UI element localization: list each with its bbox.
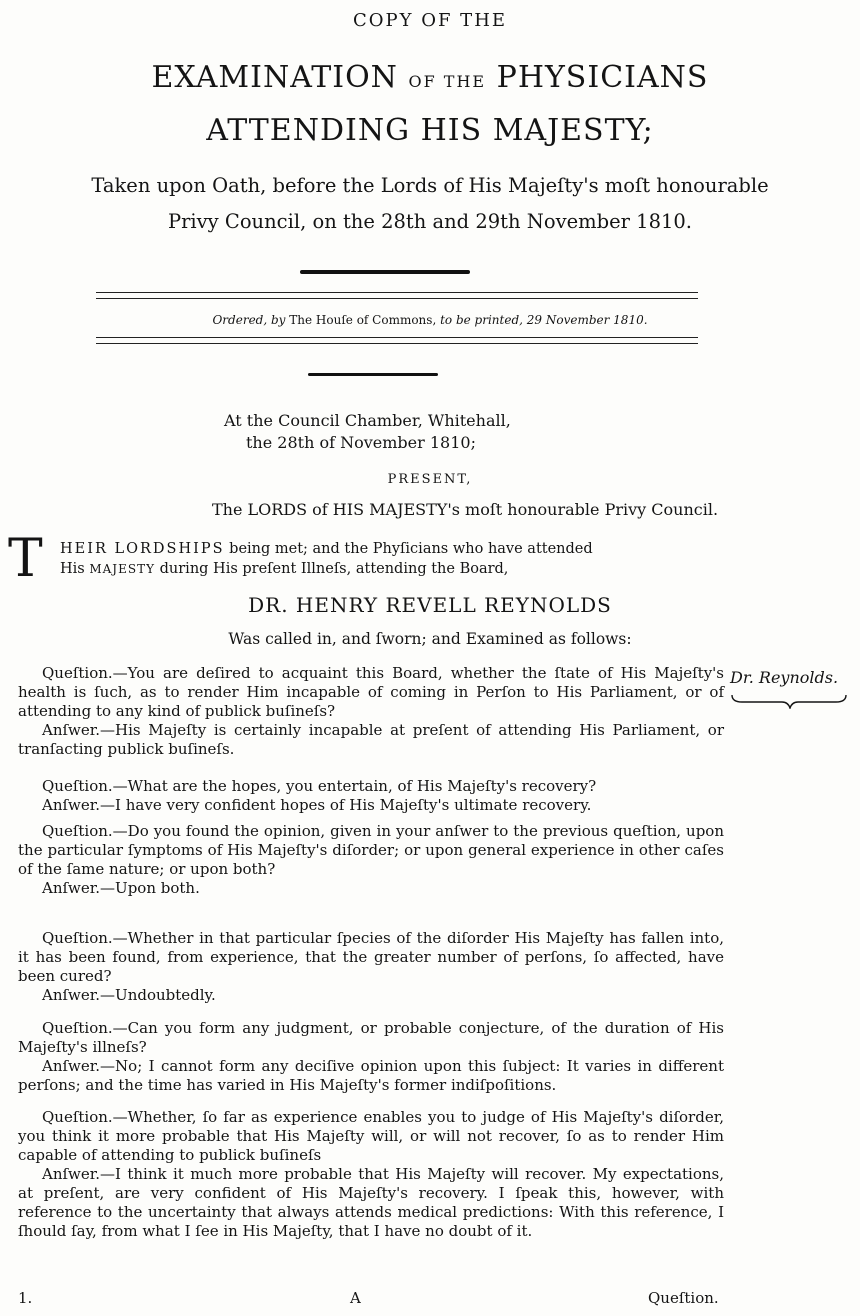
- intro-line-1: [60, 539, 720, 559]
- drop-cap-letter: T: [8, 529, 43, 589]
- present-heading: PRESENT,: [387, 472, 473, 487]
- answer-3: Anſwer.—Upon both.: [42, 879, 200, 897]
- lords-line: The LORDS of HIS MAJESTY's moſt honourable Privy Council.: [211, 500, 719, 519]
- title-line-1: [0, 60, 860, 95]
- qa-block-5: [18, 1019, 724, 1095]
- printed-date: to be printed, 29 November 1810.: [440, 313, 648, 327]
- ornamental-rule-bottom: [308, 373, 438, 376]
- double-rule-lower: [96, 337, 698, 344]
- margin-note: Dr. Reynolds.: [730, 668, 839, 687]
- title-examination: EXAMINATION: [151, 60, 398, 95]
- their-lordships: HEIR LORDSHIPS: [60, 541, 225, 557]
- sworn-line: Was called in, and ſworn; and Examined as follows:: [228, 630, 632, 648]
- house-of-commons: The Houſe of Commons,: [289, 313, 437, 327]
- answer-4: Anſwer.—Undoubtedly.: [42, 986, 216, 1004]
- double-rule-upper: [96, 292, 698, 299]
- margin-brace-icon: [730, 693, 848, 709]
- question-6: Queſtion.—Whether, ſo far as experience enables you to judge of His Majeſty's diſorder, you think it more probable that His Majeſty will, or will not recover, ſo as to render Him capable of attending to publick buſineſs: [18, 1108, 724, 1164]
- answer-5: Anſwer.—No; I cannot form any deciſive opinion upon this ſubject: It varies in different perſons; and the time has varied in His Majeſty's former indiſpoſitions.: [18, 1057, 724, 1094]
- catchword: Queſtion.: [648, 1289, 719, 1307]
- title-of-the: OF THE: [408, 72, 487, 91]
- council-date-line: the 28th of November 1810;: [246, 433, 476, 452]
- majesty-small-caps: MAJESTY: [89, 562, 156, 576]
- question-2: Queſtion.—What are the hopes, you entertain, of His Majeſty's recovery?: [42, 777, 597, 795]
- qa-block-1: [18, 664, 724, 759]
- title-physicians: PHYSICIANS: [496, 60, 709, 95]
- ordered-by: Ordered, by: [212, 313, 286, 327]
- subtitle-line-1: Taken upon Oath, before the Lords of His Majeſty's moſt honourable: [91, 174, 769, 197]
- page-number: 1.: [18, 1289, 33, 1307]
- question-1: Queſtion.—You are deſired to acquaint this Board, whether the ſtate of His Majeſty's health is ſuch, as to render Him incapable of coming in Perſon to His Parliament, or of attending to any kind of publick buſineſs?: [18, 664, 724, 720]
- ornamental-rule-top: [300, 270, 470, 274]
- qa-block-6: [18, 1108, 724, 1241]
- qa-block-2: [18, 777, 724, 815]
- council-chamber-line: At the Council Chamber, Whitehall,: [224, 411, 511, 430]
- answer-6: Anſwer.—I think it much more probable that His Majeſty will recover. My expectations, at preſent, are very confident of His Majeſty's recovery. I ſpeak this, however, with reference to the uncertainty that always attends medical predictions: With this reference, I ſhould ſay, from what I ſee in His Majeſty, that I have no doubt of it.: [18, 1165, 724, 1240]
- title-line-2: ATTENDING HIS MAJESTY;: [206, 113, 654, 148]
- question-5: Queſtion.—Can you form any judgment, or probable conjecture, of the duration of His Majeſty's illneſs?: [18, 1019, 724, 1056]
- answer-1: Anſwer.—His Majeſty is certainly incapable at preſent of attending His Parliament, or tranſacting publick buſineſs.: [18, 721, 724, 758]
- question-3: Queſtion.—Do you found the opinion, given in your anſwer to the previous queſtion, upon the particular ſymptoms of His Majeſty's diſorder; or upon general experience in other caſes of the ſame nature; or upon both?: [18, 822, 724, 878]
- intro-line-2-rest: during His preſent Illneſs, attending the Board,: [155, 561, 509, 577]
- intro-line-2: [60, 559, 720, 579]
- answer-2: Anſwer.—I have very confident hopes of His Majeſty's ultimate recovery.: [42, 796, 592, 814]
- ordered-printed-line: [0, 313, 860, 327]
- qa-block-3: [18, 822, 724, 898]
- subtitle: [30, 168, 830, 240]
- witness-name-heading: DR. HENRY REVELL REYNOLDS: [248, 593, 612, 617]
- question-4: Queſtion.—Whether in that particular ſpecies of the diſorder His Majeſty has fallen into, it has been found, from experience, that the greater number of perſons, ſo affected, have been cured?: [18, 929, 724, 985]
- intro-line-1-rest: being met; and the Phyſicians who have attended: [224, 541, 593, 557]
- intro-line-2-start: His: [60, 561, 90, 577]
- qa-block-4: [18, 929, 724, 1005]
- signature-mark: A: [350, 1289, 361, 1307]
- subtitle-line-2: Privy Council, on the 28th and 29th November 1810.: [167, 210, 692, 233]
- intro-paragraph: [60, 539, 720, 579]
- copy-of-the-heading: COPY OF THE: [352, 10, 508, 31]
